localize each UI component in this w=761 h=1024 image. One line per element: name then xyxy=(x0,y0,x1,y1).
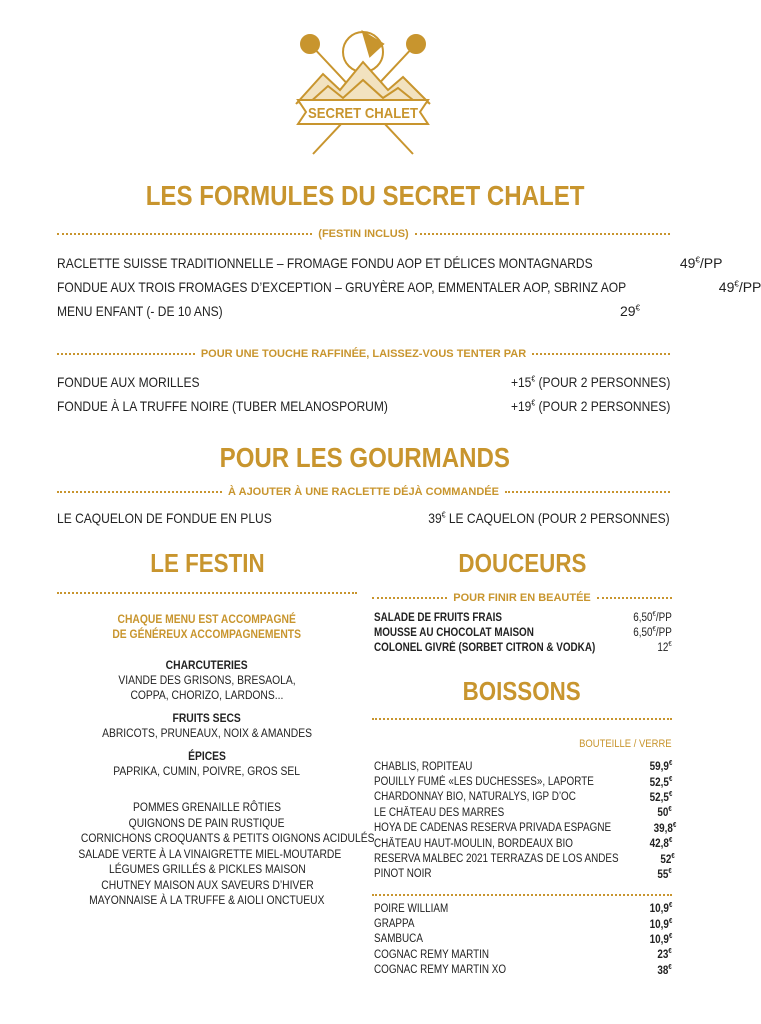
list-item: CHÂTEAU HAUT-MOULIN, BORDEAUX BIO 42,8€ xyxy=(374,837,672,851)
festin-group: CHARCUTERIES VIANDE DES GRISONS, BRESAOLA, COPPA, CHORIZO, LARDONS... xyxy=(118,658,296,702)
spirits-divider xyxy=(372,894,672,896)
list-item: LÉGUMES GRILLÉS & PICKLES MAISON xyxy=(108,862,306,876)
formules-list xyxy=(57,255,761,327)
divider xyxy=(57,233,312,235)
list-item: GRAPPA 10,9€ xyxy=(374,917,672,931)
list-item: COLONEL GIVRÉ (SORBET CITRON & VODKA) 12€ xyxy=(374,641,672,654)
festin-intro: CHAQUE MENU EST ACCOMPAGNÉ DE GÉNÉREUX ACCOMPAGNEMENTS xyxy=(112,612,302,641)
divider xyxy=(597,597,672,599)
item-price: 50€ xyxy=(657,806,672,820)
item-price: 10,9€ xyxy=(649,917,672,931)
item-price: +15€ (POUR 2 PERSONNES) xyxy=(510,374,670,390)
list-item: CORNICHONS CROQUANTS & PETITS OIGNONS ACIDULÉS xyxy=(80,831,375,845)
divider xyxy=(532,353,670,355)
list-item: POMMES GRENAILLE RÔTIES xyxy=(133,800,281,814)
extras-label: POUR UNE TOUCHE RAFFINÉE, LAISSEZ-VOUS TENTER PAR xyxy=(200,348,527,360)
item-price: 39,8€ xyxy=(653,821,676,835)
extras-label-row xyxy=(57,348,670,360)
list-item: CHUTNEY MAISON AUX SAVEURS D’HIVER xyxy=(100,877,314,892)
divider xyxy=(57,491,222,493)
douceurs-title: DOUCEURS xyxy=(458,548,586,578)
list-item xyxy=(57,374,670,398)
item-price: 38€ xyxy=(657,963,672,977)
item-price: +19€ (POUR 2 PERSONNES) xyxy=(510,398,670,414)
list-item xyxy=(57,303,670,327)
logo xyxy=(288,22,438,162)
logo-text: SECRET CHALET xyxy=(308,105,418,122)
gourmands-subtitle-row xyxy=(57,486,670,498)
divider xyxy=(57,353,195,355)
list-item xyxy=(57,279,761,303)
item-price: 10,9€ xyxy=(649,933,672,946)
boissons-divider xyxy=(372,718,672,720)
list-item: PINOT NOIR 55€ xyxy=(374,868,672,881)
list-item: RESERVA MALBEC 2021 TERRAZAS DE LOS ANDES 52€ xyxy=(374,852,676,866)
list-item: MOUSSE AU CHOCOLAT MAISON 6,50€/PP xyxy=(374,626,672,639)
list-item: HOYA DE CADENAS RESERVA PRIVADA ESPAGNE 39,8€ xyxy=(374,821,676,835)
formules-subtitle: (FESTIN INCLUS) xyxy=(318,228,409,240)
list-item: MAYONNAISE À LA TRUFFE & AIOLI ONCTUEUX xyxy=(89,893,325,907)
festin-divider xyxy=(57,592,357,594)
list-item: CHABLIS, ROPITEAU 59,9€ xyxy=(374,760,672,774)
item-price: 52,5€ xyxy=(649,775,672,789)
douceurs-list xyxy=(374,610,672,655)
item-name: FONDUE À LA TRUFFE NOIRE (TUBER MELANOSPORUM) xyxy=(57,398,388,414)
item-price: 23€ xyxy=(657,948,672,962)
divider xyxy=(505,491,670,493)
divider xyxy=(57,592,357,594)
wine-list xyxy=(374,759,676,882)
item-name: FONDUE AUX TROIS FROMAGES D’EXCEPTION – GRUYÈRE AOP, EMMENTALER AOP, SBRINZ AOP xyxy=(57,279,627,295)
list-item: CHARDONNAY BIO, NATURALYS, IGP D’OC 52,5€ xyxy=(374,791,672,804)
item-price: 29€ xyxy=(620,303,641,319)
gourmands-subtitle: À AJOUTER À UNE RACLETTE DÉJÀ COMMANDÉE xyxy=(228,486,499,498)
item-name: MENU ENFANT (- DE 10 ANS) xyxy=(57,303,223,319)
formules-title: LES FORMULES DU SECRET CHALET xyxy=(145,180,585,211)
item-price: 49€/PP xyxy=(718,279,761,295)
item-name: LE CAQUELON DE FONDUE EN PLUS xyxy=(57,510,272,526)
item-price: 52,5€ xyxy=(649,791,672,804)
list-item: POUILLY FUMÉ «LES DUCHESSES», LAPORTE 52,5€ xyxy=(374,775,672,789)
list-item: LE CHÂTEAU DES MARRES 50€ xyxy=(374,806,672,820)
list-item: SAMBUCA 10,9€ xyxy=(374,933,672,946)
divider xyxy=(372,894,672,896)
list-item: SALADE VERTE À LA VINAIGRETTE MIEL-MOUTARDE xyxy=(78,846,342,861)
festin-sides xyxy=(57,800,375,909)
boissons-header: BOUTEILLE / VERRE xyxy=(579,738,672,750)
divider xyxy=(415,233,670,235)
item-name: RACLETTE SUISSE TRADITIONNELLE – FROMAGE FONDU AOP ET DÉLICES MONTAGNARDS xyxy=(57,255,593,271)
chalet-logo-icon xyxy=(288,22,438,162)
extras-list xyxy=(57,374,670,422)
formules-subtitle-row xyxy=(57,228,670,240)
festin-group: ÉPICES PAPRIKA, CUMIN, POIVRE, GROS SEL xyxy=(113,749,301,778)
spirits-list xyxy=(374,901,672,978)
festin-title: LE FESTIN xyxy=(149,548,265,578)
douceurs-subtitle-row xyxy=(372,592,672,604)
list-item: COGNAC REMY MARTIN XO 38€ xyxy=(374,963,672,977)
item-price: 39€ LE CAQUELON (POUR 2 PERSONNES) xyxy=(428,510,670,526)
item-price: 49€/PP xyxy=(679,255,723,271)
item-price: 6,50€/PP xyxy=(633,626,672,639)
list-item: COGNAC REMY MARTIN 23€ xyxy=(374,948,672,962)
list-item xyxy=(57,398,670,422)
douceurs-subtitle: POUR FINIR EN BEAUTÉE xyxy=(453,592,591,604)
list-item: POIRE WILLIAM 10,9€ xyxy=(374,902,672,916)
item-name: FONDUE AUX MORILLES xyxy=(57,374,200,390)
item-price: 6,50€/PP xyxy=(633,611,672,624)
list-item: SALADE DE FRUITS FRAIS 6,50€/PP xyxy=(374,611,672,624)
list-item: QUIGNONS DE PAIN RUSTIQUE xyxy=(129,815,285,830)
gourmands-item xyxy=(57,510,670,534)
boissons-title: BOISSONS xyxy=(462,676,582,706)
festin-group: FRUITS SECS ABRICOTS, PRUNEAUX, NOIX & AMANDES xyxy=(102,711,312,740)
festin-groups xyxy=(57,658,357,779)
divider xyxy=(372,718,672,720)
item-price: 10,9€ xyxy=(649,902,672,916)
item-price: 12€ xyxy=(657,641,672,654)
item-price: 42,8€ xyxy=(649,837,672,851)
item-price: 59,9€ xyxy=(649,760,672,774)
item-price: 52€ xyxy=(660,852,676,866)
gourmands-title: POUR LES GOURMANDS xyxy=(219,442,511,473)
item-price: 55€ xyxy=(657,868,672,881)
list-item xyxy=(57,255,723,279)
divider xyxy=(372,597,447,599)
